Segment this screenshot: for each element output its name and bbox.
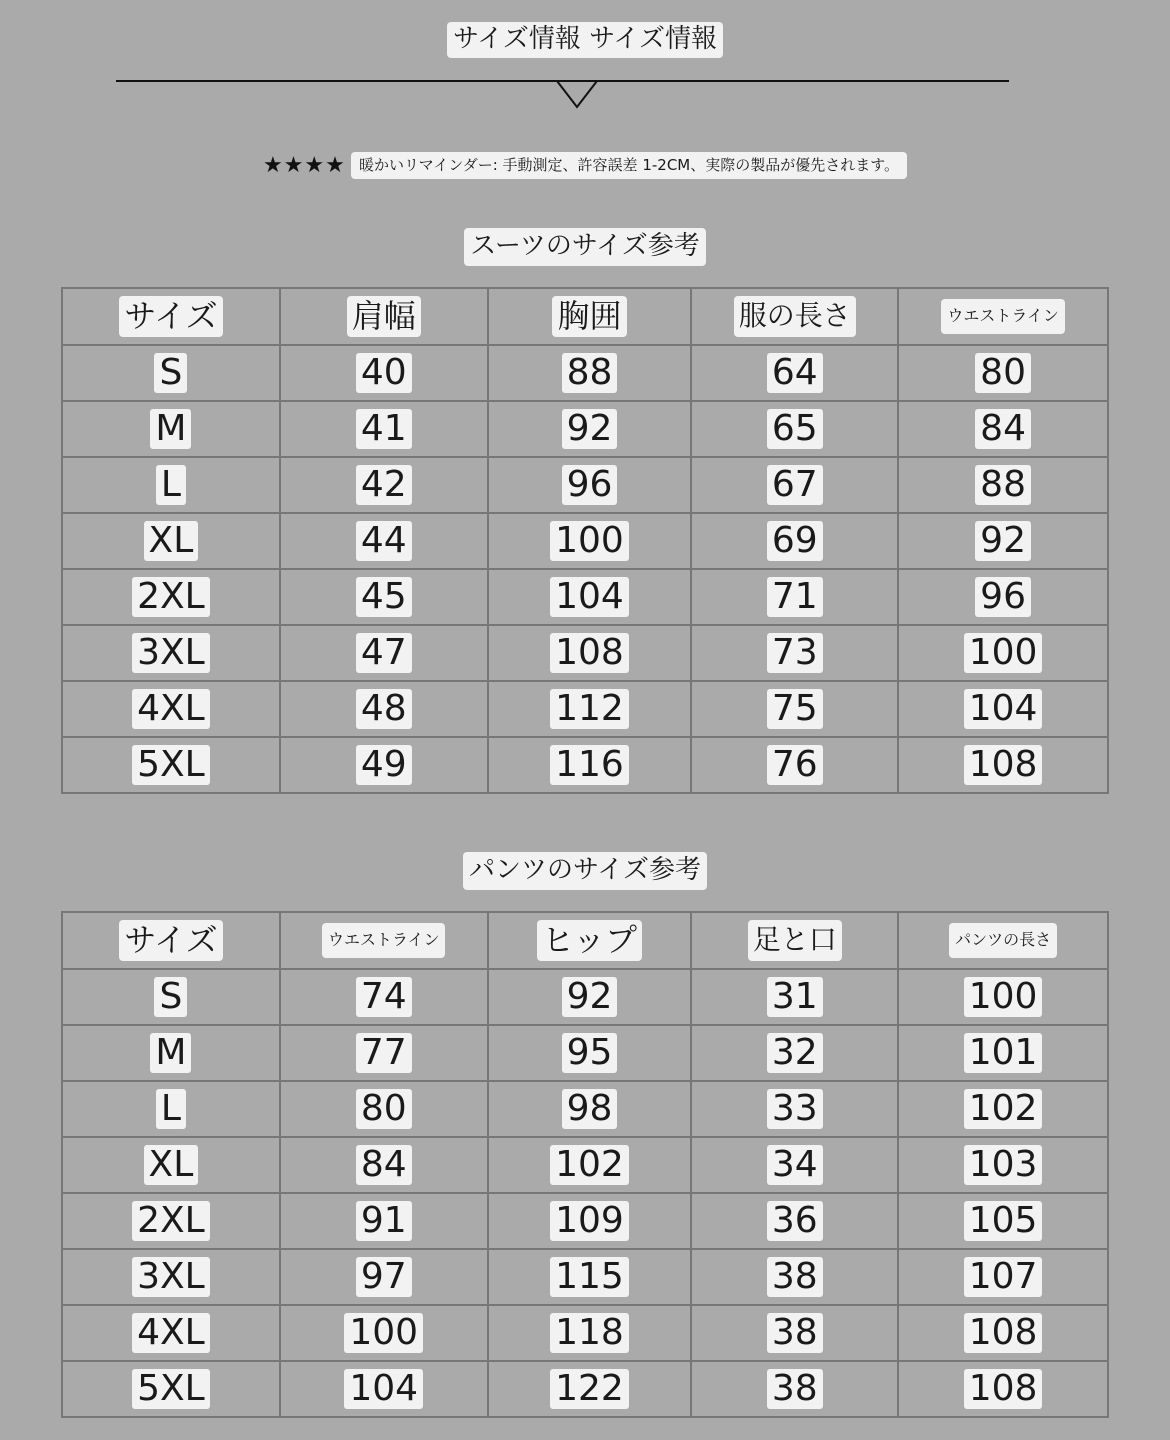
header-cell — [898, 288, 1108, 345]
measurement-value: 47 — [356, 633, 412, 673]
size-label: 2XL — [132, 577, 210, 617]
table-cell — [488, 513, 692, 569]
table-cell — [488, 1137, 692, 1193]
measurement-value: 75 — [767, 689, 823, 729]
table-cell — [898, 345, 1108, 401]
measurement-value: 49 — [356, 745, 412, 785]
table-cell — [62, 457, 280, 513]
table-cell — [488, 969, 692, 1025]
table-cell — [691, 401, 898, 457]
measurement-value: 88 — [562, 353, 618, 393]
header-cell — [488, 912, 692, 969]
size-label: M — [150, 409, 191, 449]
table-cell — [280, 1081, 488, 1137]
table-cell — [62, 401, 280, 457]
table-cell — [488, 1361, 692, 1417]
measurement-value: 100 — [550, 521, 629, 561]
pants-section-title: パンツのサイズ参考 — [463, 852, 707, 890]
measurement-value: 41 — [356, 409, 412, 449]
table-cell — [280, 1305, 488, 1361]
table-cell — [898, 1305, 1108, 1361]
measurement-value: 69 — [767, 521, 823, 561]
header-cell — [280, 912, 488, 969]
table-cell — [488, 569, 692, 625]
table-cell — [488, 345, 692, 401]
table-row — [62, 1193, 1108, 1249]
measurement-value: 100 — [964, 977, 1043, 1017]
reminder-text: 暖かいリマインダー: 手動測定、許容誤差 1-2CM、実際の製品が優先されます。 — [351, 152, 907, 179]
table-row — [62, 569, 1108, 625]
table-cell — [62, 1249, 280, 1305]
page-title-container — [0, 22, 1170, 58]
measurement-value: 104 — [550, 577, 629, 617]
table-cell — [898, 1137, 1108, 1193]
table-cell — [62, 345, 280, 401]
table-header-row — [62, 288, 1108, 345]
table-cell — [280, 345, 488, 401]
table-row — [62, 1249, 1108, 1305]
measurement-value: 96 — [975, 577, 1031, 617]
measurement-value: 100 — [344, 1313, 423, 1353]
table-cell — [280, 625, 488, 681]
size-label: 3XL — [132, 633, 210, 673]
measurement-value: 36 — [767, 1201, 823, 1241]
size-label: S — [154, 977, 187, 1017]
suit-section-title-container — [0, 228, 1170, 266]
table-cell — [691, 513, 898, 569]
size-label: S — [154, 353, 187, 393]
header-cell — [280, 288, 488, 345]
table-cell — [280, 569, 488, 625]
table-cell — [691, 569, 898, 625]
table-cell — [691, 1361, 898, 1417]
table-cell — [898, 569, 1108, 625]
table-cell — [62, 1137, 280, 1193]
measurement-value: 101 — [964, 1033, 1043, 1073]
measurement-value: 33 — [767, 1089, 823, 1129]
measurement-value: 71 — [767, 577, 823, 617]
table-cell — [62, 1081, 280, 1137]
table-cell — [898, 1193, 1108, 1249]
measurement-value: 84 — [356, 1145, 412, 1185]
table-row — [62, 1361, 1108, 1417]
suit-size-table — [61, 287, 1109, 794]
table-cell — [280, 969, 488, 1025]
measurement-value: 116 — [550, 745, 629, 785]
divider-notch-icon — [555, 80, 599, 110]
table-row — [62, 969, 1108, 1025]
table-cell — [691, 1193, 898, 1249]
measurement-value: 40 — [356, 353, 412, 393]
table-row — [62, 1081, 1108, 1137]
table-row — [62, 513, 1108, 569]
measurement-value: 65 — [767, 409, 823, 449]
table-row — [62, 457, 1108, 513]
measurement-value: 97 — [356, 1257, 412, 1297]
measurement-value: 102 — [964, 1089, 1043, 1129]
table-cell — [280, 401, 488, 457]
table-cell — [488, 625, 692, 681]
size-label: 5XL — [132, 745, 210, 785]
measurement-value: 103 — [964, 1145, 1043, 1185]
table-row — [62, 1025, 1108, 1081]
header-hem: 足と口 — [748, 920, 842, 960]
table-cell — [62, 569, 280, 625]
measurement-value: 34 — [767, 1145, 823, 1185]
size-label: 5XL — [132, 1369, 210, 1409]
table-cell — [691, 1081, 898, 1137]
measurement-value: 92 — [562, 977, 618, 1017]
size-label: 4XL — [132, 689, 210, 729]
measurement-value: 118 — [550, 1313, 629, 1353]
header-waist: ウエストライン — [941, 299, 1065, 333]
measurement-value: 108 — [550, 633, 629, 673]
measurement-value: 96 — [562, 465, 618, 505]
suit-table-body — [62, 345, 1108, 793]
pants-table-body — [62, 969, 1108, 1417]
size-label: M — [150, 1033, 191, 1073]
table-cell — [488, 737, 692, 793]
star-rating-icon: ★★★★ — [262, 153, 346, 179]
table-cell — [62, 1305, 280, 1361]
table-cell — [898, 681, 1108, 737]
measurement-value: 105 — [964, 1201, 1043, 1241]
table-cell — [488, 1193, 692, 1249]
table-row — [62, 681, 1108, 737]
measurement-value: 104 — [344, 1369, 423, 1409]
table-cell — [691, 345, 898, 401]
table-cell — [280, 1193, 488, 1249]
size-label: 2XL — [132, 1201, 210, 1241]
measurement-value: 80 — [975, 353, 1031, 393]
header-cell — [62, 912, 280, 969]
measurement-value: 64 — [767, 353, 823, 393]
reminder-row — [0, 152, 1170, 179]
header-hip: ヒップ — [537, 920, 642, 961]
table-cell — [488, 1305, 692, 1361]
measurement-value: 48 — [356, 689, 412, 729]
measurement-value: 67 — [767, 465, 823, 505]
page-title: サイズ情報 サイズ情報 — [447, 22, 723, 58]
table-cell — [280, 1361, 488, 1417]
header-pants-length: パンツの長さ — [949, 923, 1057, 957]
header-cell — [691, 288, 898, 345]
header-shoulder: 肩幅 — [347, 296, 421, 337]
measurement-value: 80 — [356, 1089, 412, 1129]
table-cell — [488, 1025, 692, 1081]
table-cell — [898, 457, 1108, 513]
table-cell — [488, 1081, 692, 1137]
suit-section-title: スーツのサイズ参考 — [464, 228, 706, 266]
header-cell — [898, 912, 1108, 969]
header-cell — [488, 288, 692, 345]
table-cell — [280, 737, 488, 793]
table-cell — [62, 969, 280, 1025]
measurement-value: 77 — [356, 1033, 412, 1073]
table-header-row — [62, 912, 1108, 969]
table-row — [62, 401, 1108, 457]
table-cell — [62, 737, 280, 793]
measurement-value: 104 — [964, 689, 1043, 729]
measurement-value: 107 — [964, 1257, 1043, 1297]
table-cell — [898, 1081, 1108, 1137]
measurement-value: 88 — [975, 465, 1031, 505]
measurement-value: 92 — [975, 521, 1031, 561]
table-cell — [898, 969, 1108, 1025]
measurement-value: 31 — [767, 977, 823, 1017]
table-row — [62, 737, 1108, 793]
table-row — [62, 625, 1108, 681]
header-length: 服の長さ — [734, 296, 856, 336]
measurement-value: 100 — [964, 633, 1043, 673]
table-cell — [898, 1361, 1108, 1417]
measurement-value: 73 — [767, 633, 823, 673]
header-cell — [691, 912, 898, 969]
table-cell — [898, 401, 1108, 457]
table-cell — [691, 737, 898, 793]
table-cell — [691, 1025, 898, 1081]
table-cell — [691, 681, 898, 737]
header-chest: 胸囲 — [552, 296, 626, 337]
table-cell — [280, 457, 488, 513]
table-cell — [62, 1361, 280, 1417]
table-row — [62, 345, 1108, 401]
header-size: サイズ — [119, 296, 222, 337]
size-label: 4XL — [132, 1313, 210, 1353]
size-label: XL — [144, 521, 199, 561]
table-cell — [691, 457, 898, 513]
measurement-value: 109 — [550, 1201, 629, 1241]
table-cell — [62, 681, 280, 737]
measurement-value: 76 — [767, 745, 823, 785]
table-cell — [691, 1249, 898, 1305]
size-label: 3XL — [132, 1257, 210, 1297]
table-cell — [280, 1137, 488, 1193]
table-cell — [488, 681, 692, 737]
table-cell — [691, 1305, 898, 1361]
table-cell — [280, 681, 488, 737]
table-cell — [280, 1249, 488, 1305]
size-label: XL — [144, 1145, 199, 1185]
table-cell — [280, 513, 488, 569]
table-cell — [488, 401, 692, 457]
table-cell — [898, 625, 1108, 681]
measurement-value: 92 — [562, 409, 618, 449]
measurement-value: 108 — [964, 1313, 1043, 1353]
table-cell — [62, 1025, 280, 1081]
measurement-value: 74 — [356, 977, 412, 1017]
measurement-value: 38 — [767, 1257, 823, 1297]
table-cell — [488, 1249, 692, 1305]
table-cell — [691, 625, 898, 681]
header-size: サイズ — [119, 920, 222, 961]
measurement-value: 91 — [356, 1201, 412, 1241]
table-cell — [898, 737, 1108, 793]
measurement-value: 42 — [356, 465, 412, 505]
size-label: L — [156, 465, 186, 505]
pants-section-title-container — [0, 852, 1170, 890]
table-cell — [898, 1025, 1108, 1081]
measurement-value: 44 — [356, 521, 412, 561]
table-cell — [62, 513, 280, 569]
measurement-value: 38 — [767, 1313, 823, 1353]
measurement-value: 108 — [964, 745, 1043, 785]
size-label: L — [156, 1089, 186, 1129]
table-cell — [488, 457, 692, 513]
table-cell — [691, 969, 898, 1025]
table-cell — [62, 1193, 280, 1249]
measurement-value: 32 — [767, 1033, 823, 1073]
header-cell — [62, 288, 280, 345]
measurement-value: 98 — [562, 1089, 618, 1129]
header-waist: ウエストライン — [322, 923, 446, 957]
table-cell — [691, 1137, 898, 1193]
table-cell — [280, 1025, 488, 1081]
measurement-value: 38 — [767, 1369, 823, 1409]
pants-size-table — [61, 911, 1109, 1418]
measurement-value: 108 — [964, 1369, 1043, 1409]
table-row — [62, 1137, 1108, 1193]
measurement-value: 112 — [550, 689, 629, 729]
table-cell — [62, 625, 280, 681]
measurement-value: 45 — [356, 577, 412, 617]
measurement-value: 122 — [550, 1369, 629, 1409]
table-cell — [898, 1249, 1108, 1305]
measurement-value: 115 — [550, 1257, 629, 1297]
measurement-value: 102 — [550, 1145, 629, 1185]
measurement-value: 84 — [975, 409, 1031, 449]
table-cell — [898, 513, 1108, 569]
measurement-value: 95 — [562, 1033, 618, 1073]
table-row — [62, 1305, 1108, 1361]
